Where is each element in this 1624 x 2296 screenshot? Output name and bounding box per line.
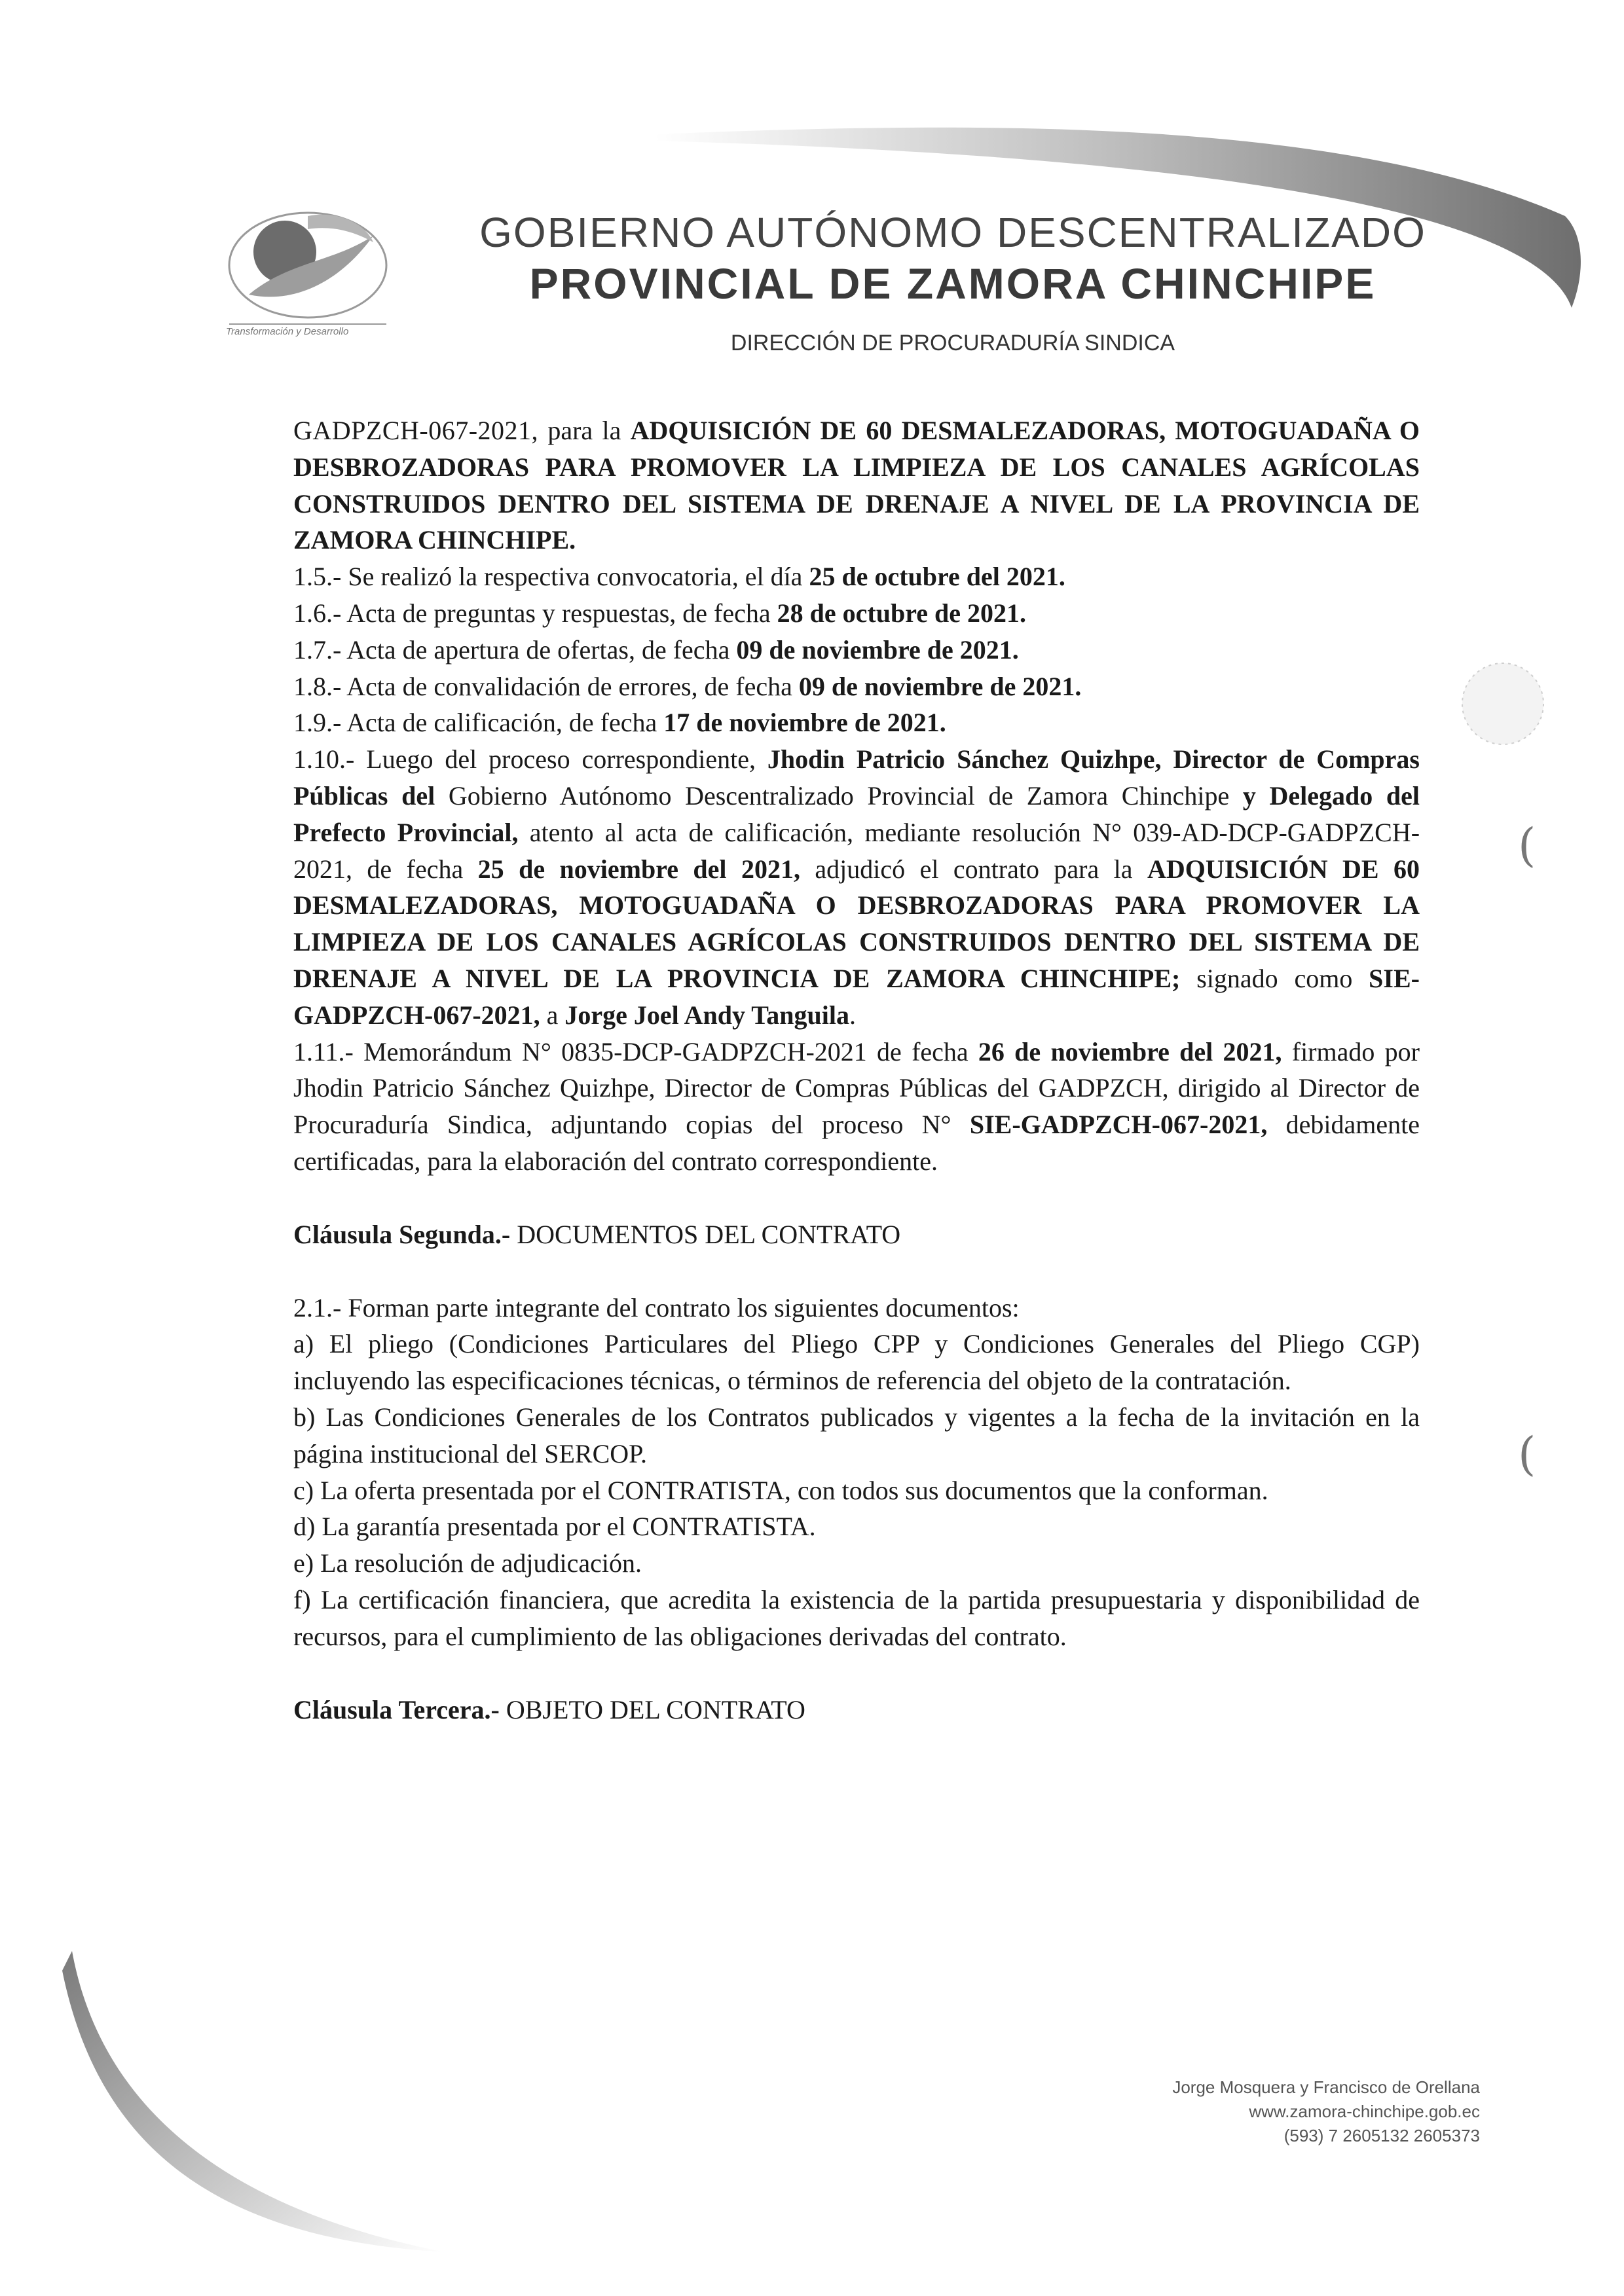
clause-2-heading: Cláusula Segunda.- DOCUMENTOS DEL CONTRATO (293, 1219, 901, 1249)
footer-contact (1022, 2075, 1480, 2148)
item-1-11: 1.11.- Memorándum N° 0835-DCP-GADPZCH-2021 de fecha 26 de noviembre del 2021, firmado por Jhodin Patricio Sánchez Quizhpe, Director de Compras Públicas del GADPZCH, dirigido al Director de Procuraduría Sindica, adjuntando copias del proceso N° SIE-GADPZCH-067-2021, debidamente certificadas, para la elaboración del contrato correspondiente. (293, 1036, 1420, 1176)
logo-caption: Transformación y Desarrollo (226, 326, 349, 337)
margin-mark-1: ( (1518, 818, 1536, 872)
stamp-mark-graphic (1441, 655, 1559, 753)
footer-swoosh-graphic (0, 1899, 458, 2296)
doc-item-b: b) Las Condiciones Generales de los Contratos publicados y vigentes a la fecha de la invitación en la página institucional del SERCOP. (293, 1402, 1420, 1468)
item-1-5: 1.5.- Se realizó la respectiva convocatoria, el día 25 de octubre del 2021. (293, 562, 1065, 592)
doc-item-e: e) La resolución de adjudicación. (293, 1548, 642, 1578)
intro-paragraph: GADPZCH-067-2021, para la ADQUISICIÓN DE 60 DESMALEZADORAS, MOTOGUADAÑA O DESBROZADORAS PARA PROMOVER LA LIMPIEZA DE LOS CANALES AGRÍCOLAS CONSTRUIDOS DENTRO DEL SISTEMA DE DRENAJE A NIVEL DE LA PROVINCIA DE ZAMORA CHINCHIPE. (293, 416, 1420, 555)
item-1-7: 1.7.- Acta de apertura de ofertas, de fecha 09 de noviembre de 2021. (293, 634, 1019, 665)
footer-phone: (593) 7 2605132 2605373 (1283, 2126, 1480, 2145)
item-1-9: 1.9.- Acta de calificación, de fecha 17 de noviembre de 2021. (293, 708, 946, 738)
item-1-6: 1.6.- Acta de preguntas y respuestas, de fecha 28 de octubre de 2021. (293, 598, 1026, 628)
doc-item-d: d) La garantía presentada por el CONTRATISTA. (293, 1512, 816, 1542)
footer-website: www.zamora-chinchipe.gob.ec (1249, 2102, 1480, 2121)
doc-item-f: f) La certificación financiera, que acredita la existencia de la partida presupuestaria y disponibilidad de recursos, para el cumplimiento de las obligaciones derivadas del contrato. (293, 1584, 1420, 1651)
header-title-line2: PROVINCIAL DE ZAMORA CHINCHIPE (529, 259, 1376, 308)
document-body (293, 412, 1420, 1728)
doc-item-a: a) El pliego (Condiciones Particulares del Pliego CPP y Condiciones Generales del Pliego CGP) incluyendo las especificaciones técnicas, o términos de referencia del objeto de la contratación. (293, 1329, 1420, 1396)
footer-address: Jorge Mosquera y Francisco de Orellana (1172, 2077, 1480, 2097)
header-department: DIRECCIÓN DE PROCURADURÍA SINDICA (730, 331, 1175, 355)
margin-mark-2: ( (1518, 1427, 1536, 1481)
header-title-line1: GOBIERNO AUTÓNOMO DESCENTRALIZADO (479, 209, 1426, 256)
doc-item-c: c) La oferta presentada por el CONTRATISTA, con todos sus documentos que la conforman. (293, 1475, 1268, 1505)
clause-3-heading: Cláusula Tercera.- OBJETO DEL CONTRATO (293, 1694, 805, 1724)
item-1-8: 1.8.- Acta de convalidación de errores, de fecha 09 de noviembre de 2021. (293, 671, 1082, 701)
item-1-10: 1.10.- Luego del proceso correspondiente, Jhodin Patricio Sánchez Quizhpe, Director de Compras Públicas del Gobierno Autónomo Descentralizado Provincial de Zamora Chinchipe y Delegado del Prefecto Provincial, atento al acta de calificación, mediante resolución N° 039-AD-DCP-GADPZCH-2021, de fecha 25 de noviembre del 2021, adjudicó el contrato para la ADQUISICIÓN DE 60 DESMALEZADORAS, MOTOGUADAÑA O DESBROZADORAS PARA PROMOVER LA LIMPIEZA DE LOS CANALES AGRÍCOLAS CONSTRUIDOS DENTRO DEL SISTEMA DE DRENAJE A NIVEL DE LA PROVINCIA DE ZAMORA CHINCHIPE; signado como SIE-GADPZCH-067-2021, a Jorge Joel Andy Tanguila. (293, 744, 1420, 1030)
item-2-1: 2.1.- Forman parte integrante del contrato los siguientes documentos: (293, 1292, 1020, 1322)
